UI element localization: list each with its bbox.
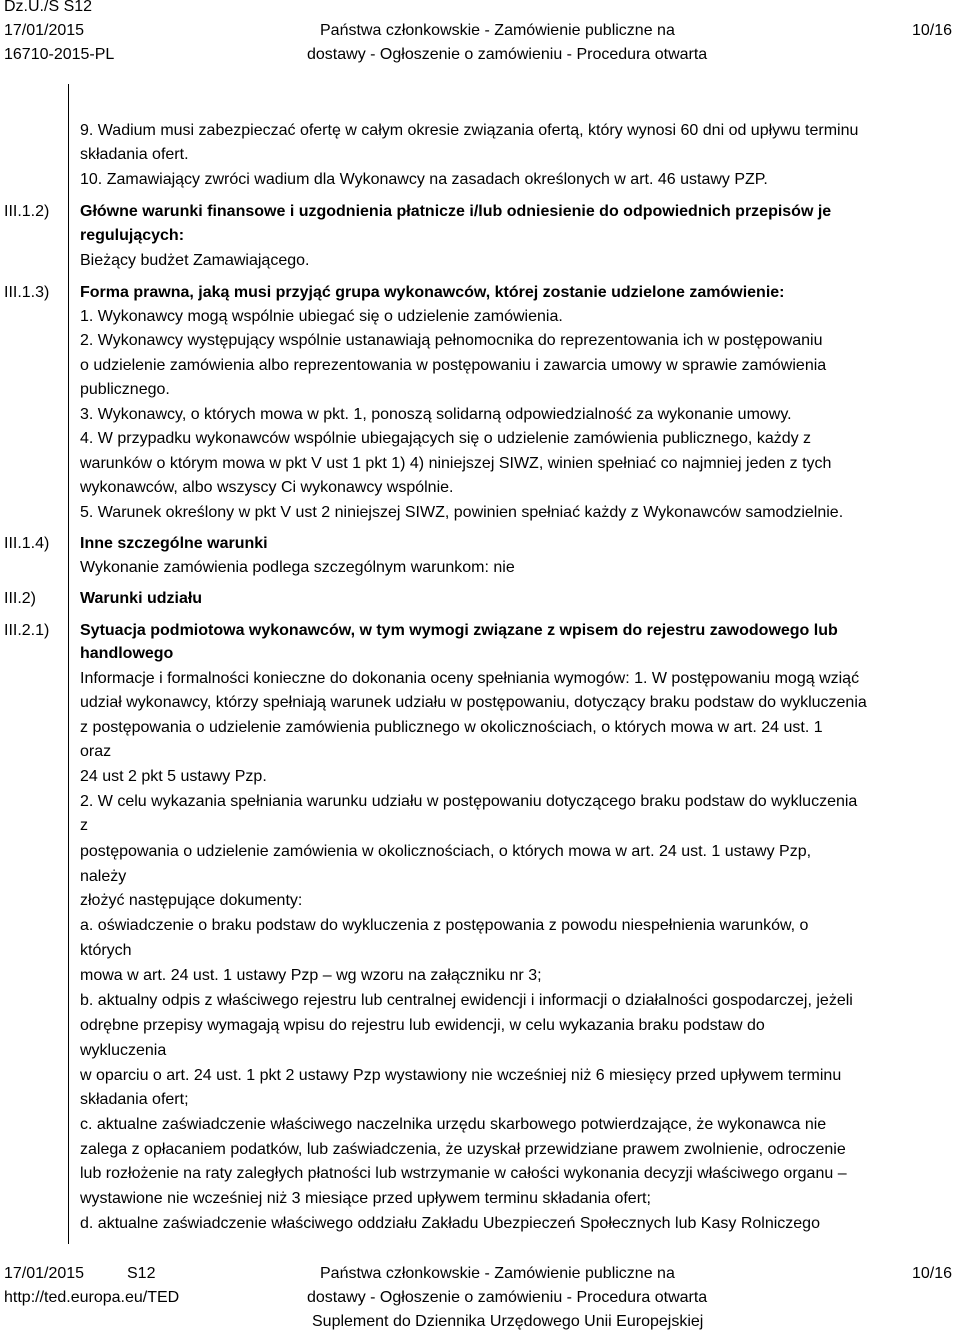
body-text-line: 2. W celu wykazania spełniania warunku udziału w postępowaniu dotyczącego braku podstaw do wykluczenia: [80, 793, 858, 810]
body-text-line: 3. Wykonawcy, o których mowa w pkt. 1, ponoszą solidarną odpowiedzialność za wykonanie umowy.: [80, 406, 792, 423]
body-text-line: warunków o którym mowa w pkt V ust 1 pkt 1) 4) niniejszej SIWZ, winien spełniać co najmniej jeden z tych: [80, 455, 832, 472]
body-text-line: zalega z opłacaniem podatków, lub zaświadczenia, że uzyskał przewidziane prawem zwolnienie, odroczenie: [80, 1141, 846, 1158]
body-text-line: publicznego.: [80, 381, 170, 398]
body-text-line: składania ofert.: [80, 146, 189, 163]
body-text-line: 2. Wykonawcy występujący wspólnie ustanawiają pełnomocnika do reprezentowania ich w postępowaniu: [80, 332, 823, 349]
body-text-line: 4. W przypadku wykonawców wspólnie ubiegających się o udzielenie zamówienia publicznego, każdy z: [80, 430, 812, 447]
body-text-line: z: [80, 817, 88, 834]
section-number: III.1.2): [4, 203, 50, 220]
footer-series: S12: [127, 1265, 156, 1282]
body-text-line: składania ofert;: [80, 1091, 189, 1108]
header-title-line1: Państwa członkowskie - Zamówienie publiczne na: [320, 22, 675, 39]
footer-supplement: Suplement do Dziennika Urzędowego Unii Europejskiej: [312, 1313, 704, 1330]
body-text-line: postępowania o udzielenie zamówienia w okolicznościach, o których mowa w art. 24 ust. 1 ustawy Pzp,: [80, 843, 812, 860]
section-heading: Warunki udziału: [80, 590, 203, 607]
body-text-line: mowa w art. 24 ust. 1 ustawy Pzp – wg wzoru na załączniku nr 3;: [80, 967, 542, 984]
body-text-line: b. aktualny odpis z właściwego rejestru lub centralnej ewidencji i informacji o działalności gospodarczej, jeżeli: [80, 992, 853, 1009]
section-number: III.2.1): [4, 622, 50, 639]
footer-title-line2: dostawy - Ogłoszenie o zamówieniu - Procedura otwarta: [307, 1289, 708, 1306]
footer-date: 17/01/2015: [4, 1265, 85, 1282]
header-date: 17/01/2015: [4, 22, 85, 39]
header-title-line2: dostawy - Ogłoszenie o zamówieniu - Procedura otwarta: [307, 46, 708, 63]
body-text-line: d. aktualne zaświadczenie właściwego oddziału Zakładu Ubezpieczeń Społecznych lub Kasy Rolniczego: [80, 1215, 820, 1232]
header-page-number: 10/16: [912, 22, 953, 39]
body-text-line: 24 ust 2 pkt 5 ustawy Pzp.: [80, 768, 267, 785]
body-text-line: w oparciu o art. 24 ust. 1 pkt 2 ustawy Pzp wystawiony nie wcześniej niż 6 miesięcy przed upływem terminu: [80, 1067, 842, 1084]
body-text-line: oraz: [80, 743, 112, 760]
section-heading: Sytuacja podmiotowa wykonawców, w tym wymogi związane z wpisem do rejestru zawodowego lub: [80, 622, 838, 639]
section-heading: Inne szczególne warunki: [80, 535, 268, 552]
body-text-line: 10. Zamawiający zwróci wadium dla Wykonawcy na zasadach określonych w art. 46 ustawy PZP.: [80, 171, 768, 188]
body-text-line: których: [80, 942, 132, 959]
margin-rule: [68, 84, 69, 1244]
body-text-line: należy: [80, 868, 127, 885]
body-text-line: odrębne przepisy wymagają wpisu do rejestru lub ewidencji, w celu wykazania braku podstaw do: [80, 1017, 765, 1034]
footer-url[interactable]: http://ted.europa.eu/TED: [4, 1289, 180, 1306]
header-reference: 16710-2015-PL: [4, 46, 115, 63]
header-source: Dz.U./S S12: [4, 0, 93, 15]
section-heading: Główne warunki finansowe i uzgodnienia płatnicze i/lub odniesienie do odpowiednich przepisów je: [80, 203, 832, 220]
section-heading: handlowego: [80, 645, 174, 662]
body-text-line: wystawione nie wcześniej niż 3 miesiące przed upływem terminu składania ofert;: [80, 1190, 651, 1207]
body-text-line: 9. Wadium musi zabezpieczać ofertę w całym okresie związania ofertą, który wynosi 60 dni od upływu terminu: [80, 122, 859, 139]
body-text-line: wykonawców, albo wszyscy Ci wykonawcy wspólnie.: [80, 479, 454, 496]
section-number: III.2): [4, 590, 37, 607]
body-text-line: Wykonanie zamówienia podlega szczególnym warunkom: nie: [80, 559, 515, 576]
body-text-line: 1. Wykonawcy mogą wspólnie ubiegać się o udzielenie zamówienia.: [80, 308, 563, 325]
body-text-line: 5. Warunek określony w pkt V ust 2 niniejszej SIWZ, powinien spełniać każdy z Wykonawców samodzielnie.: [80, 504, 844, 521]
section-number: III.1.3): [4, 284, 50, 301]
section-heading: Forma prawna, jaką musi przyjąć grupa wykonawców, której zostanie udzielone zamówienie:: [80, 284, 785, 301]
body-text-line: wykluczenia: [80, 1042, 167, 1059]
footer-title-line1: Państwa członkowskie - Zamówienie publiczne na: [320, 1265, 675, 1282]
body-text-line: udział wykonawcy, którzy spełniają warunek udziału w postępowaniu, dotyczący braku podstaw do wykluczenia: [80, 694, 867, 711]
body-text-line: lub rozłożenie na raty zaległych płatności lub wstrzymanie w całości wykonania decyzji właściwego organu –: [80, 1165, 847, 1182]
body-text-line: Informacje i formalności konieczne do dokonania oceny spełniania wymogów: 1. W postępowaniu mogą wziąć: [80, 670, 860, 687]
body-text-line: c. aktualne zaświadczenie właściwego naczelnika urzędu skarbowego potwierdzające, że wykonawca nie: [80, 1116, 827, 1133]
section-number: III.1.4): [4, 535, 50, 552]
body-text-line: złożyć następujące dokumenty:: [80, 892, 303, 909]
body-text-line: a. oświadczenie o braku podstaw do wykluczenia z postępowania z powodu niespełnienia warunków, o: [80, 917, 809, 934]
section-heading: regulujących:: [80, 227, 185, 244]
body-text-line: o udzielenie zamówienia albo reprezentowania w postępowaniu i zawarcia umowy w sprawie zamówienia: [80, 357, 827, 374]
body-text-line: Bieżący budżet Zamawiającego.: [80, 252, 310, 269]
footer-page-number: 10/16: [912, 1265, 953, 1282]
body-text-line: z postępowania o udzielenie zamówienia publicznego w okolicznościach, o których mowa w art. 24 ust. 1: [80, 719, 823, 736]
